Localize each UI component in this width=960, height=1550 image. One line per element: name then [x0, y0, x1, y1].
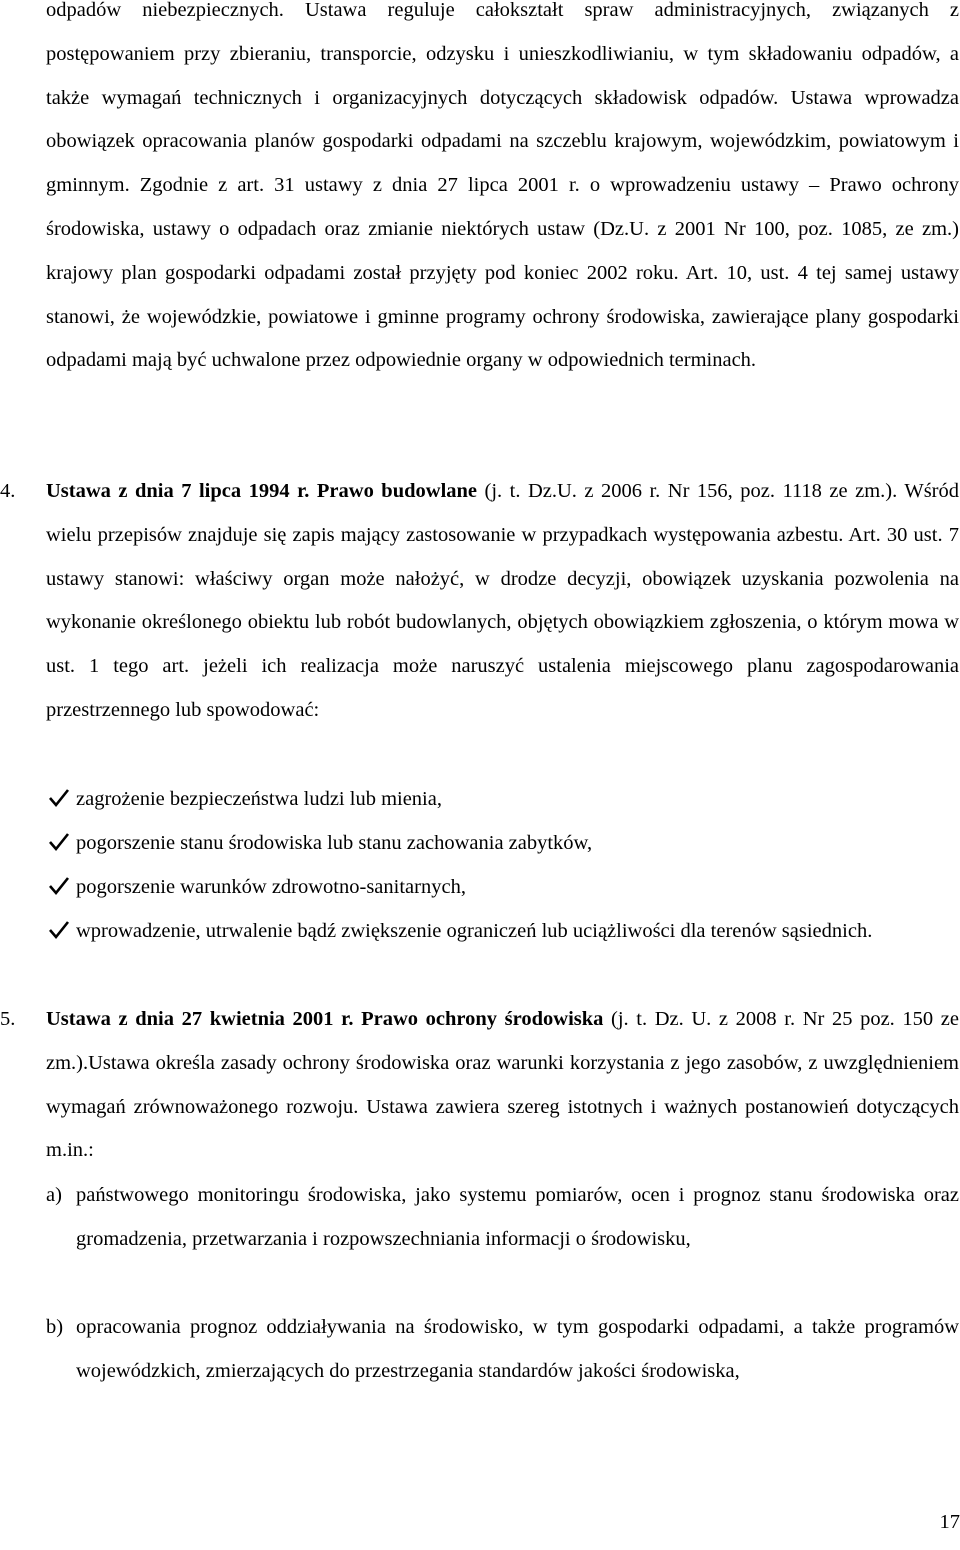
- sub-item-text: państwowego monitoringu środowiska, jako systemu pomiarów, ocen i prognoz stanu środowiska oraz gromadzenia, przetwarzania i rozpowszechniania informacji o środowisku,: [76, 1184, 959, 1250]
- item-number: 5.: [0, 1008, 16, 1030]
- item-text: (j. t. Dz. U. z 2008 r. Nr 25 poz. 150 ze zm.).Ustawa określa zasady ochrony środowiska oraz warunki korzystania z jego zasobów, z uwzględnieniem wymagań zrównoważonego rozwoju. Ustawa zawiera szereg istotnych i ważnych postanowień dotyczących m.in.:: [46, 1008, 959, 1162]
- item-text: (j. t. Dz.U. z 2006 r. Nr 156, poz. 1118 ze zm.). Wśród wielu przepisów znajduje się zapis mający zastosowanie w przypadkach występowania azbestu. Art. 30 ust. 7 ustawy stanowi: właściwy organ może nałożyć, w drodze decyzji, obowiązek uzyskania pozwolenia na wykonanie określonego obiektu lub robót budowlanych, objętych obowiązkiem zgłoszenia, o którym mowa w ust. 1 tego art. jeżeli ich realizacja może naruszyć ustalenia miejscowego planu zagospodarowania przestrzennego lub spowodować:: [46, 480, 959, 721]
- check-item-text: zagrożenie bezpieczeństwa ludzi lub mienia,: [76, 788, 442, 810]
- paragraph-waste-act: odpadów niebezpiecznych. Ustawa reguluje całokształt spraw administracyjnych, związanych z postępowaniem przy zbieraniu, transporcie, odzysku i unieszkodliwianiu, w tym składowaniu odpadów, a także wymagań technicznych i organizacyjnych dotyczących składowisk odpadów. Ustawa wprowadza obowiązek opracowania planów gospodarki odpadami na szczeblu krajowym, wojewódzkim, powiatowym i gminnym. Zgodnie z art. 31 ustawy z dnia 27 lipca 2001 r. o wprowadzeniu ustawy – Prawo ochrony środowiska, ustawy o odpadach oraz zmianie niektórych ustaw (Dz.U. z 2001 Nr 100, poz. 1085, ze zm.) krajowy plan gospodarki odpadami został przyjęty pod koniec 2002 roku. Art. 10, ust. 4 tej samej ustawy stanowi, że wojewódzkie, powiatowe i gminne programy ochrony środowiska, zawierające plany gospodarki odpadami mają być uchwalone przez odpowiednie organy w odpowiednich terminach.: [46, 0, 959, 372]
- item-body: [46, 470, 959, 733]
- checkmark-icon: [48, 919, 70, 941]
- check-item-text: [76, 910, 959, 954]
- item-body: [46, 998, 959, 1173]
- sub-item-label: a): [46, 1184, 62, 1206]
- checkmark-icon: [48, 875, 70, 897]
- check-item-text: pogorszenie stanu środowiska lub stanu zachowania zabytków,: [76, 832, 593, 854]
- act-title: Ustawa z dnia 7 lipca 1994 r. Prawo budowlane: [46, 480, 478, 502]
- check-item-text-inner: wprowadzenie, utrwalenie bądź zwiększenie ograniczeń lub uciążliwości dla terenów sąsiednich.: [76, 920, 873, 942]
- sub-item-label: b): [46, 1316, 64, 1338]
- check-item-text: pogorszenie warunków zdrowotno-sanitarnych,: [76, 876, 466, 898]
- sub-item-text: opracowania prognoz oddziaływania na środowisko, w tym gospodarki odpadami, a także programów wojewódzkich, zmierzających do przestrzegania standardów jakości środowiska,: [76, 1316, 959, 1382]
- checkmark-icon: [48, 787, 70, 809]
- page-number: 17: [939, 1511, 960, 1533]
- item-number: 4.: [0, 480, 16, 502]
- checkmark-icon: [48, 831, 70, 853]
- act-title: Ustawa z dnia 27 kwietnia 2001 r. Prawo ochrony środowiska: [46, 1008, 604, 1030]
